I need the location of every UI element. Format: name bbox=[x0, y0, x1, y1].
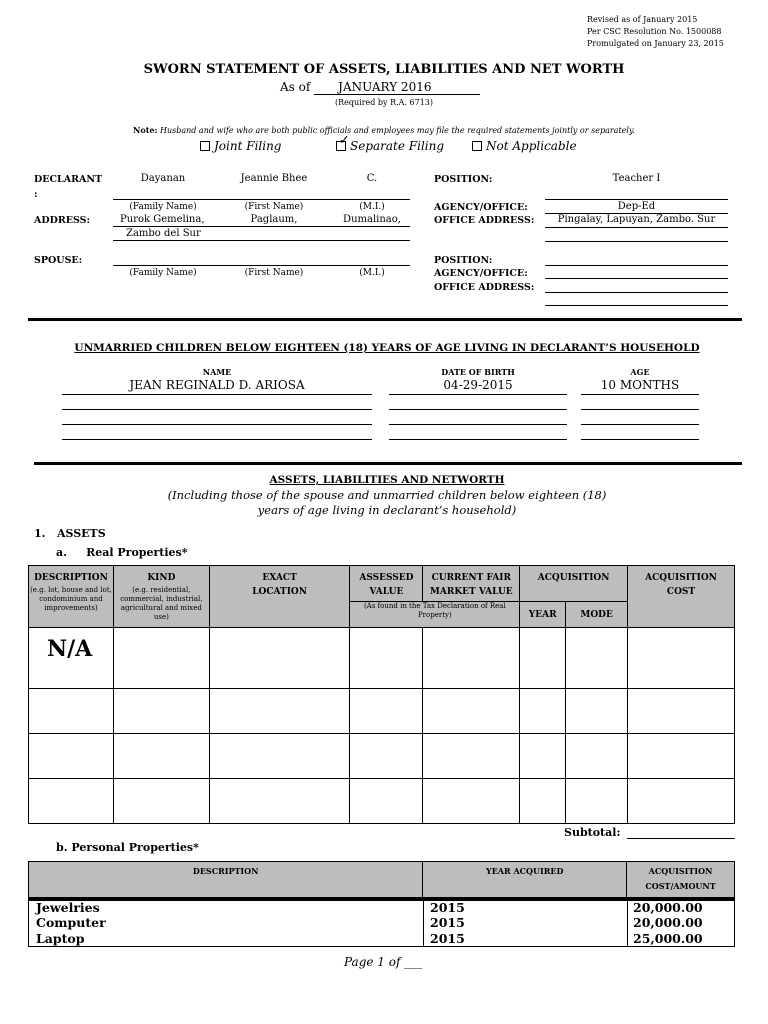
pp-year-column bbox=[430, 900, 465, 946]
child-line bbox=[62, 424, 372, 425]
pp-row-cost: 20,000.00 bbox=[633, 900, 703, 915]
office-address-value: Pingalay, Lapuyan, Zambo. Sur bbox=[557, 214, 716, 225]
spouse-mi-caption: (M.I.) bbox=[359, 268, 385, 278]
address-part-3: Dumalinao, bbox=[343, 214, 401, 225]
table-cell bbox=[113, 689, 209, 734]
office-address-line bbox=[545, 227, 728, 228]
declarant-family-name: Dayanan bbox=[140, 173, 186, 184]
family-caption: (Family Name) bbox=[129, 202, 197, 212]
address-part-1: Purok Gemelina, bbox=[120, 214, 205, 225]
spouse-office-line-2 bbox=[545, 305, 728, 306]
col-acquisition bbox=[520, 566, 628, 602]
pp-col-cost-1: ACQUISITION bbox=[648, 866, 713, 876]
separate-label: Separate Filing bbox=[350, 139, 445, 153]
as-of-value: JANUARY 2016 bbox=[314, 80, 480, 95]
pp-desc-column bbox=[36, 900, 106, 946]
col-value-label: VALUE bbox=[369, 587, 404, 597]
pp-row-desc: Computer bbox=[36, 915, 106, 931]
table-cell bbox=[350, 628, 423, 689]
child-line bbox=[389, 424, 567, 425]
na-checkbox[interactable] bbox=[472, 141, 482, 151]
col-acquisition-cost bbox=[628, 566, 735, 628]
child-line bbox=[62, 394, 372, 395]
page-number: Page 1 of ___ bbox=[344, 955, 423, 969]
spouse-family-caption: (Family Name) bbox=[129, 268, 197, 278]
col-mode: MODE bbox=[566, 602, 628, 628]
child-line bbox=[389, 439, 567, 440]
resolution-text: Per CSC Resolution No. 1500088 bbox=[587, 27, 722, 36]
pp-row-cost: 25,000.00 bbox=[633, 930, 703, 946]
real-properties-heading: a. Real Properties* bbox=[56, 546, 188, 559]
pp-divider-1 bbox=[423, 901, 424, 946]
pp-divider-2 bbox=[627, 901, 628, 946]
col-description-note: (e.g. lot, house and lot, condominium and improvements) bbox=[30, 586, 112, 612]
child-line bbox=[389, 394, 567, 395]
col-description bbox=[29, 566, 114, 628]
child-age: 10 MONTHS bbox=[600, 378, 680, 392]
child-line bbox=[581, 424, 699, 425]
table-cell bbox=[566, 734, 628, 779]
col-exact-label: EXACT bbox=[262, 573, 297, 583]
col-fair-label: CURRENT FAIR bbox=[431, 573, 511, 583]
office-address-label: OFFICE ADDRESS: bbox=[434, 215, 535, 226]
table-cell bbox=[566, 628, 628, 689]
assets-heading: 1. ASSETS bbox=[34, 527, 106, 540]
alnw-sub-1: (Including those of the spouse and unmarried children below eighteen (18) bbox=[167, 488, 607, 502]
children-heading: UNMARRIED CHILDREN BELOW EIGHTEEN (18) YEARS OF AGE LIVING IN DECLARANT’S HOUSEHOLD bbox=[74, 342, 700, 354]
section-divider-1 bbox=[28, 318, 742, 321]
section-divider-2 bbox=[34, 462, 742, 465]
na-label: Not Applicable bbox=[486, 139, 577, 153]
col-cost-label: COST bbox=[666, 587, 696, 597]
spouse-office-line bbox=[545, 292, 728, 293]
spouse-position-line bbox=[545, 265, 728, 266]
table-cell bbox=[209, 689, 350, 734]
address-part-2: Paglaum, bbox=[250, 214, 298, 225]
spouse-label: SPOUSE: bbox=[34, 255, 83, 266]
child-line bbox=[62, 439, 372, 440]
agency-label: AGENCY/OFFICE: bbox=[434, 202, 528, 213]
table-cell bbox=[628, 734, 735, 779]
pp-row-desc: Jewelries bbox=[36, 900, 100, 915]
table-cell bbox=[520, 734, 566, 779]
pp-col-cost bbox=[627, 862, 735, 898]
col-kind-label: KIND bbox=[147, 573, 176, 583]
page-title: SWORN STATEMENT OF ASSETS, LIABILITIES AND NET WORTH bbox=[143, 62, 625, 77]
address-label: ADDRESS: bbox=[34, 215, 91, 226]
table-row bbox=[29, 689, 735, 734]
pp-col-year: YEAR ACQUIRED bbox=[423, 862, 627, 898]
revised-text: Revised as of January 2015 bbox=[587, 15, 698, 24]
personal-properties-heading: b. Personal Properties* bbox=[56, 841, 199, 854]
col-kind bbox=[113, 566, 209, 628]
table-cell bbox=[520, 689, 566, 734]
joint-checkbox[interactable] bbox=[200, 141, 210, 151]
child-name: JEAN REGINALD D. ARIOSA bbox=[129, 378, 305, 392]
col-description-label: DESCRIPTION bbox=[34, 573, 108, 583]
pp-col-cost-2: COST/AMOUNT bbox=[645, 881, 716, 891]
col-location bbox=[209, 566, 350, 628]
alnw-heading: ASSETS, LIABILITIES AND NETWORTH bbox=[269, 474, 505, 486]
declarant-first-name: Jeannie Bhee bbox=[240, 173, 308, 184]
col-assessed bbox=[350, 566, 423, 602]
separate-check-icon: ✓ bbox=[339, 133, 350, 148]
table-cell bbox=[350, 779, 423, 824]
joint-label: Joint Filing bbox=[214, 139, 282, 153]
as-of-line bbox=[280, 80, 480, 95]
child-line bbox=[581, 439, 699, 440]
agency-value: Dep-Ed bbox=[617, 201, 656, 212]
declarant-mi: C. bbox=[366, 173, 378, 184]
table-cell bbox=[520, 628, 566, 689]
col-location-label: LOCATION bbox=[252, 587, 307, 597]
table-cell bbox=[628, 779, 735, 824]
declarant-label: DECLARANT bbox=[34, 174, 103, 185]
table-cell bbox=[423, 734, 520, 779]
table-cell bbox=[209, 779, 350, 824]
revision-info bbox=[587, 14, 724, 50]
child-line bbox=[62, 409, 372, 410]
table-row bbox=[29, 779, 735, 824]
pp-row-year: 2015 bbox=[430, 930, 465, 946]
table-cell bbox=[566, 689, 628, 734]
col-assessed-label: ASSESSED bbox=[359, 573, 414, 583]
pp-cost-column bbox=[633, 900, 703, 946]
col-acquisition-label: ACQUISITION bbox=[537, 573, 610, 583]
col-year: YEAR bbox=[520, 602, 566, 628]
table-cell bbox=[209, 628, 350, 689]
table-row bbox=[29, 628, 735, 689]
personal-properties-table bbox=[28, 861, 735, 898]
child-dob: 04-29-2015 bbox=[443, 378, 513, 392]
child-line bbox=[581, 394, 699, 395]
alnw-sub-2: years of age living in declarant’s household) bbox=[257, 503, 517, 517]
promulgated-text: Promulgated on January 23, 2015 bbox=[587, 39, 724, 48]
col-market-label: MARKET VALUE bbox=[429, 587, 513, 597]
position-value: Teacher I bbox=[612, 173, 661, 184]
not-applicable-option[interactable] bbox=[472, 139, 577, 153]
address-line-2-text: Zambo del Sur bbox=[126, 228, 201, 239]
table-row bbox=[29, 734, 735, 779]
spouse-agency-label: AGENCY/OFFICE: bbox=[434, 268, 528, 279]
spouse-name-line bbox=[113, 265, 410, 266]
required-text: (Required by R.A. 6713) bbox=[334, 98, 434, 107]
as-of-label: As of bbox=[280, 80, 311, 94]
real-properties-table bbox=[28, 565, 735, 824]
pp-body bbox=[28, 901, 735, 947]
declarant-colon: : bbox=[34, 189, 38, 200]
pp-row-year: 2015 bbox=[430, 900, 465, 915]
spouse-first-caption: (First Name) bbox=[244, 268, 304, 278]
col-kind-note: (e.g. residential, commercial, industrial, agricultural and mixed use) bbox=[120, 586, 203, 621]
col-fair-value bbox=[423, 566, 520, 602]
col-tax-note: (As found in the Tax Declaration of Real Property) bbox=[350, 602, 520, 628]
address-line-1 bbox=[113, 226, 410, 227]
table-cell bbox=[423, 779, 520, 824]
table-cell bbox=[423, 689, 520, 734]
declarant-name-line bbox=[113, 199, 410, 200]
spouse-position-label: POSITION: bbox=[434, 255, 493, 266]
table-cell bbox=[29, 689, 114, 734]
table-cell bbox=[29, 734, 114, 779]
children-col-dob: DATE OF BIRTH bbox=[441, 367, 515, 377]
table-cell bbox=[350, 734, 423, 779]
children-col-age: AGE bbox=[630, 367, 650, 377]
col-acq-label: ACQUISITION bbox=[645, 573, 717, 583]
pp-col-description: DESCRIPTION bbox=[29, 862, 423, 898]
note-text: Husband and wife who are both public officials and employees may file the required statements jointly or separately. bbox=[159, 126, 635, 135]
table-cell bbox=[209, 734, 350, 779]
table-cell bbox=[113, 779, 209, 824]
pp-row-desc: Laptop bbox=[36, 930, 85, 946]
first-caption: (First Name) bbox=[244, 202, 304, 212]
table-cell bbox=[113, 628, 209, 689]
table-cell bbox=[566, 779, 628, 824]
subtotal-line bbox=[627, 838, 735, 839]
real-na-text: N/A bbox=[47, 636, 93, 662]
table-cell bbox=[520, 779, 566, 824]
pp-row-year: 2015 bbox=[430, 915, 465, 931]
pp-row-cost: 20,000.00 bbox=[633, 915, 703, 931]
table-cell bbox=[29, 779, 114, 824]
table-cell bbox=[628, 628, 735, 689]
mi-caption: (M.I.) bbox=[359, 202, 385, 212]
table-cell bbox=[628, 689, 735, 734]
position-label: POSITION: bbox=[434, 174, 493, 185]
address-line-2 bbox=[113, 240, 410, 241]
table-cell bbox=[423, 628, 520, 689]
table-cell bbox=[350, 689, 423, 734]
joint-filing-option[interactable] bbox=[200, 139, 282, 153]
note-label: Note: bbox=[133, 125, 158, 135]
position-line bbox=[545, 199, 728, 200]
note bbox=[0, 125, 768, 135]
separate-filing-option[interactable] bbox=[336, 133, 445, 153]
table-cell bbox=[113, 734, 209, 779]
subtotal-label: Subtotal: bbox=[564, 826, 621, 839]
spouse-office-label: OFFICE ADDRESS: bbox=[434, 282, 535, 293]
child-line bbox=[389, 409, 567, 410]
real-na-cell bbox=[29, 628, 114, 689]
spouse-agency-line bbox=[545, 278, 728, 279]
child-line bbox=[581, 409, 699, 410]
children-col-name: NAME bbox=[202, 367, 232, 377]
office-address-line-2 bbox=[545, 241, 728, 242]
